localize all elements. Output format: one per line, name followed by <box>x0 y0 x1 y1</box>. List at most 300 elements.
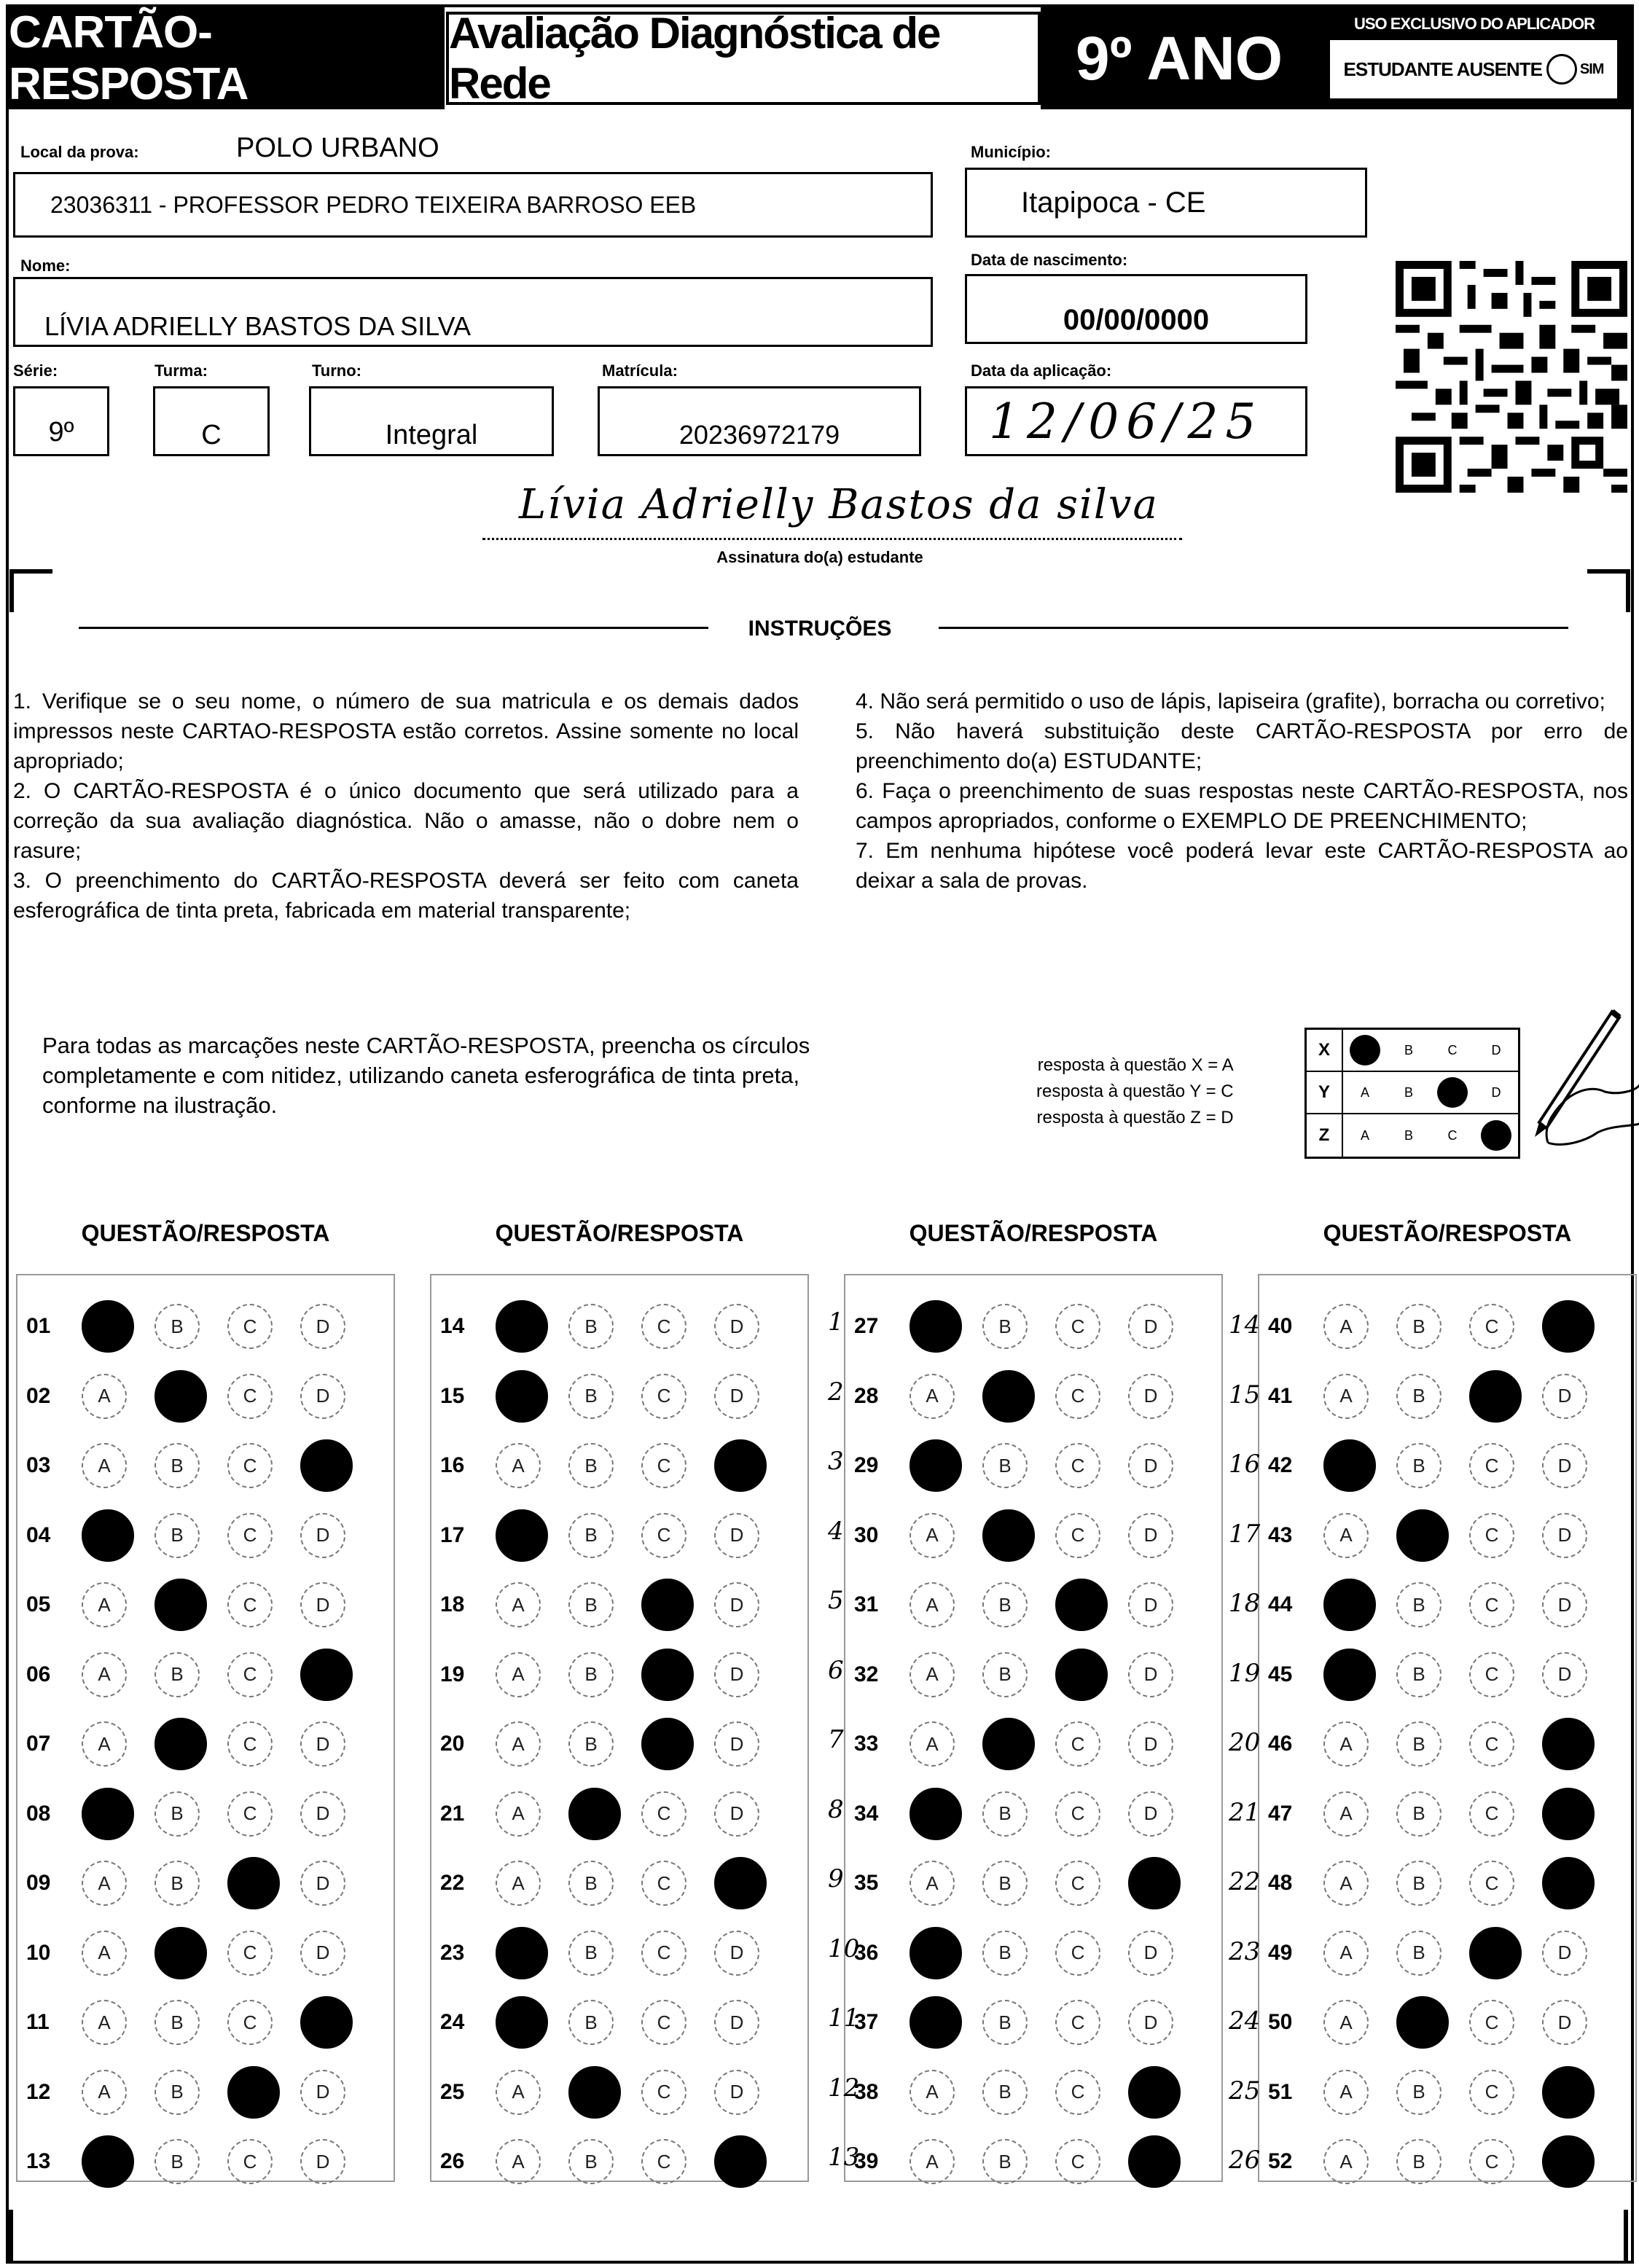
margin-note: 5 <box>828 1586 844 1615</box>
answer-bubble[interactable]: A <box>82 1861 127 1906</box>
answer-bubble[interactable]: C <box>1469 1304 1514 1349</box>
answer-bubble[interactable]: B <box>1396 1652 1442 1697</box>
margin-note: 22 <box>1229 1867 1261 1896</box>
answer-bubble[interactable]: C <box>1055 1791 1100 1837</box>
answer-bubble[interactable]: C <box>641 2139 686 2184</box>
absent-option: SIM <box>1579 60 1604 77</box>
answer-bubble[interactable]: C <box>1055 2139 1100 2184</box>
answer-bubble[interactable]: A <box>910 1652 955 1697</box>
answer-bubble[interactable]: C <box>227 2000 273 2045</box>
question-row <box>844 1722 1201 1766</box>
question-row <box>1258 1792 1615 1836</box>
answer-bubble-filled[interactable] <box>1542 1300 1595 1353</box>
question-row <box>16 1514 373 1557</box>
answer-bubble[interactable]: C <box>1469 1652 1514 1697</box>
question-number: 47 <box>1268 1801 1293 1826</box>
question-row <box>430 1583 787 1627</box>
answer-bubble[interactable]: A <box>1323 1931 1369 1976</box>
question-row <box>844 1931 1201 1975</box>
answer-bubble[interactable]: D <box>1128 1791 1173 1837</box>
answer-bubble[interactable]: C <box>1055 1931 1100 1976</box>
question-number: 37 <box>854 2010 879 2034</box>
municipio-field <box>965 168 1367 238</box>
answer-bubble[interactable]: A <box>910 1861 955 1906</box>
question-row <box>430 2140 787 2183</box>
answer-bubble[interactable]: D <box>1128 2000 1173 2045</box>
answer-bubble[interactable]: B <box>154 1791 200 1837</box>
student-signature: Lívia Adrielly Bastos da silva <box>519 481 1159 528</box>
question-row <box>430 1931 787 1975</box>
answer-bubble[interactable]: B <box>568 1931 614 1976</box>
answer-bubble[interactable]: D <box>1542 1582 1587 1627</box>
answer-bubble[interactable]: D <box>1128 1931 1173 1976</box>
answer-bubble[interactable]: A <box>82 2000 127 2045</box>
absent-bubble[interactable] <box>1546 54 1577 85</box>
answer-bubble[interactable]: D <box>300 1374 345 1419</box>
question-number: 36 <box>854 1940 879 1965</box>
answer-bubble[interactable]: B <box>568 1721 614 1767</box>
answer-bubble[interactable]: A <box>1323 1304 1369 1349</box>
answer-bubble[interactable]: A <box>496 2139 541 2184</box>
answer-bubble-filled[interactable] <box>982 1509 1035 1562</box>
answer-bubble[interactable]: D <box>300 1721 345 1767</box>
question-number: 40 <box>1268 1314 1293 1338</box>
question-row <box>844 2070 1201 2114</box>
margin-note: 14 <box>1229 1310 1261 1340</box>
example-bubble: B <box>1404 1127 1413 1143</box>
answer-bubble-filled[interactable] <box>1542 2135 1595 2188</box>
answer-bubble[interactable]: C <box>1469 1582 1514 1627</box>
instruction-7: 7. Em nenhuma hipótese você poderá levar este CARTÃO-RESPOSTA ao deixar a sala de provas. <box>856 839 1628 893</box>
answer-bubble-filled[interactable] <box>496 1927 548 1979</box>
answer-bubble[interactable]: A <box>910 1582 955 1627</box>
question-row <box>430 1792 787 1836</box>
question-number: 52 <box>1268 2149 1293 2173</box>
answer-bubble[interactable]: B <box>568 1304 614 1349</box>
answer-bubble-filled[interactable] <box>1542 1718 1595 1770</box>
question-number: 20 <box>440 1732 465 1756</box>
answer-bubble-filled[interactable] <box>496 1509 548 1562</box>
answer-bubble[interactable]: B <box>568 2000 614 2045</box>
margin-note: 4 <box>828 1516 844 1546</box>
answer-bubble-filled[interactable] <box>1323 1579 1376 1631</box>
question-number: 51 <box>1268 2079 1293 2104</box>
answer-bubble[interactable]: B <box>568 1582 614 1627</box>
answer-bubble-filled[interactable] <box>154 1927 207 1979</box>
answer-bubble[interactable]: B <box>982 1443 1028 1488</box>
answer-bubble-filled[interactable] <box>227 2066 280 2119</box>
answer-bubble[interactable]: D <box>1128 1443 1173 1488</box>
answer-bubble[interactable]: C <box>641 1513 686 1558</box>
answer-bubble[interactable]: A <box>910 2139 955 2184</box>
question-row <box>430 1653 787 1697</box>
question-number: 30 <box>854 1522 879 1547</box>
answer-bubble[interactable]: A <box>82 2070 127 2115</box>
answer-bubble[interactable]: C <box>227 2139 273 2184</box>
answer-bubble[interactable]: C <box>1055 1443 1100 1488</box>
answer-bubble[interactable]: D <box>1128 1652 1173 1697</box>
answer-bubble[interactable]: D <box>714 1374 759 1419</box>
answer-bubble[interactable]: D <box>1542 1513 1587 1558</box>
answer-bubble[interactable]: C <box>1469 2070 1514 2115</box>
serie-label: Série: <box>13 361 58 380</box>
question-number: 41 <box>1268 1383 1293 1408</box>
answer-bubble-filled[interactable] <box>82 2135 134 2188</box>
answer-bubble[interactable]: A <box>496 1582 541 1627</box>
example-bubble: A <box>1360 1084 1369 1100</box>
answer-bubble[interactable]: A <box>82 1931 127 1976</box>
answer-bubble[interactable]: A <box>910 1721 955 1767</box>
instructions-left <box>13 687 799 926</box>
answer-bubble[interactable]: A <box>82 1374 127 1419</box>
answer-bubble[interactable]: D <box>714 1721 759 1767</box>
answer-bubble-filled[interactable] <box>1542 1788 1595 1840</box>
answer-bubble[interactable]: C <box>1055 2000 1100 2045</box>
answer-bubble[interactable]: B <box>568 1652 614 1697</box>
answer-bubble[interactable]: A <box>496 1443 541 1488</box>
answer-bubble[interactable]: B <box>1396 2070 1442 2115</box>
answer-bubble[interactable]: C <box>1055 1304 1100 1349</box>
question-row <box>430 2070 787 2114</box>
corner-mark-tl <box>9 568 52 612</box>
answer-bubble[interactable]: B <box>154 2000 200 2045</box>
answer-bubble[interactable]: C <box>641 2070 686 2115</box>
answer-bubble[interactable]: A <box>1323 1861 1369 1906</box>
answer-bubble-filled[interactable] <box>300 1439 353 1492</box>
answer-bubble[interactable]: D <box>1542 2000 1587 2045</box>
school-value: 23036311 - PROFESSOR PEDRO TEIXEIRA BARROSO EEB <box>50 191 697 218</box>
answer-bubble-filled[interactable] <box>568 1788 621 1840</box>
answer-bubble[interactable]: A <box>496 1791 541 1837</box>
answer-bubble[interactable]: B <box>1396 1582 1442 1627</box>
answer-bubble-filled[interactable] <box>1542 1857 1595 1909</box>
answer-bubble[interactable]: B <box>154 2070 200 2115</box>
answer-bubble[interactable]: A <box>82 1582 127 1627</box>
answer-bubble[interactable]: B <box>1396 2139 1442 2184</box>
answer-bubble-filled[interactable] <box>714 1857 767 1909</box>
answer-bubble[interactable]: B <box>154 1304 200 1349</box>
signature-label: Assinatura do(a) estudante <box>716 548 923 566</box>
turma-label: Turma: <box>154 361 208 380</box>
answer-bubble[interactable]: B <box>154 1513 200 1558</box>
answer-bubble-filled[interactable] <box>910 1996 962 2049</box>
answer-bubble[interactable]: B <box>982 1931 1028 1976</box>
answer-bubble-filled[interactable] <box>641 1649 694 1701</box>
answer-bubble[interactable]: D <box>714 1791 759 1837</box>
answer-bubble[interactable]: C <box>1469 1861 1514 1906</box>
answer-bubble[interactable]: A <box>496 1652 541 1697</box>
answer-bubble[interactable]: B <box>1396 1791 1442 1837</box>
example-bubble: D <box>1491 1084 1501 1100</box>
question-row <box>844 1653 1201 1697</box>
answer-bubble-filled[interactable] <box>1396 1996 1449 2049</box>
aplicacao-field <box>965 386 1307 456</box>
answer-bubble[interactable]: C <box>227 1791 273 1837</box>
answer-bubble-filled[interactable] <box>1396 1509 1449 1562</box>
question-number: 08 <box>26 1801 51 1826</box>
answer-bubble[interactable]: C <box>641 1304 686 1349</box>
answer-bubble[interactable]: B <box>568 1374 614 1419</box>
answer-bubble[interactable]: A <box>1323 1374 1369 1419</box>
answer-bubble-filled[interactable] <box>1128 2066 1181 2119</box>
answer-bubble[interactable]: A <box>496 1721 541 1767</box>
answer-bubble[interactable]: B <box>982 1582 1028 1627</box>
answer-bubble-filled[interactable] <box>714 1439 767 1492</box>
question-row <box>16 1375 373 1418</box>
answer-bubble[interactable]: D <box>300 1582 345 1627</box>
example-bubble: D <box>1491 1042 1501 1057</box>
answer-bubble[interactable]: C <box>641 1861 686 1906</box>
answer-bubble[interactable]: C <box>641 1443 686 1488</box>
answer-bubble[interactable]: D <box>714 1582 759 1627</box>
answer-bubble[interactable]: D <box>714 2070 759 2115</box>
answer-bubble[interactable]: B <box>1396 1443 1442 1488</box>
answer-bubble[interactable]: C <box>641 1931 686 1976</box>
answer-bubble[interactable]: A <box>1323 2139 1369 2184</box>
answer-bubble[interactable]: C <box>1055 2070 1100 2115</box>
column-title: QUESTÃO/RESPOSTA <box>909 1220 1158 1246</box>
answer-bubble-filled[interactable] <box>1128 2135 1181 2188</box>
question-number: 24 <box>440 2010 465 2034</box>
pen-illustration <box>1503 1004 1639 1165</box>
answer-bubble[interactable]: D <box>714 1652 759 1697</box>
example-row-key: X <box>1307 1030 1343 1071</box>
answer-bubble[interactable]: A <box>1323 1721 1369 1767</box>
answer-bubble-filled[interactable] <box>641 1579 694 1631</box>
answer-bubble[interactable]: D <box>300 1931 345 1976</box>
question-number: 39 <box>854 2149 879 2173</box>
answer-bubble[interactable]: C <box>1469 2139 1514 2184</box>
answer-bubble-filled[interactable] <box>910 1788 962 1840</box>
example-row <box>1307 1114 1518 1157</box>
corner-mark-tr <box>1587 568 1631 612</box>
answer-bubble[interactable]: D <box>1128 1374 1173 1419</box>
answer-bubble[interactable]: A <box>910 1374 955 1419</box>
answer-bubble[interactable]: D <box>300 1861 345 1906</box>
question-number: 43 <box>1268 1522 1293 1547</box>
answer-bubble-filled[interactable] <box>1469 1370 1522 1423</box>
answer-bubble-filled[interactable] <box>496 1300 548 1353</box>
nome-label: Nome: <box>20 257 71 275</box>
answer-bubble-filled[interactable] <box>496 1996 548 2049</box>
question-row <box>844 1375 1201 1418</box>
answer-bubble-filled[interactable] <box>154 1370 207 1423</box>
answer-bubble[interactable]: B <box>154 1443 200 1488</box>
margin-note: 9 <box>828 1864 844 1893</box>
answer-bubble[interactable]: A <box>82 1652 127 1697</box>
answer-bubble[interactable]: B <box>982 2139 1028 2184</box>
answer-bubble[interactable]: A <box>496 1861 541 1906</box>
answer-bubble[interactable]: B <box>982 1791 1028 1837</box>
question-row <box>16 2140 373 2183</box>
matricula-field <box>598 386 921 456</box>
answer-bubble[interactable]: B <box>154 2139 200 2184</box>
answer-bubble[interactable]: B <box>982 1304 1028 1349</box>
question-row <box>430 2001 787 2044</box>
answer-bubble[interactable]: A <box>1323 1791 1369 1837</box>
answer-bubble[interactable]: D <box>1542 1931 1587 1976</box>
question-number: 26 <box>440 2149 465 2173</box>
answer-bubble[interactable]: D <box>714 1304 759 1349</box>
answer-bubble-filled[interactable] <box>1323 1649 1376 1701</box>
answer-bubble[interactable]: A <box>910 2070 955 2115</box>
answer-bubble-filled[interactable] <box>227 1857 280 1909</box>
answer-bubble-filled[interactable] <box>82 1788 134 1840</box>
answer-bubble[interactable]: A <box>82 1721 127 1767</box>
answer-bubble-filled[interactable] <box>82 1509 134 1562</box>
answer-bubble-filled[interactable] <box>1542 2066 1595 2119</box>
question-row <box>844 1514 1201 1557</box>
answer-bubble[interactable]: C <box>641 1374 686 1419</box>
corner-mark-bl <box>9 2210 13 2261</box>
answer-bubble[interactable]: B <box>568 1861 614 1906</box>
answer-bubble-filled[interactable] <box>714 2135 767 2188</box>
question-number: 29 <box>854 1453 879 1477</box>
column-title: QUESTÃO/RESPOSTA <box>495 1220 744 1246</box>
answer-bubble-filled[interactable] <box>154 1718 207 1770</box>
question-row <box>844 1444 1201 1487</box>
instruction-6: 6. Faça o preenchimento de suas respostas neste CARTÃO-RESPOSTA, nos campos apropriados, conforme o EXEMPLO DE PREENCHIMENTO; <box>856 779 1628 833</box>
local-label: Local da prova: <box>20 143 139 161</box>
answer-bubble-filled[interactable] <box>1055 1649 1108 1701</box>
answer-bubble-filled[interactable] <box>1323 1439 1376 1492</box>
margin-note: 20 <box>1229 1728 1261 1757</box>
answer-bubble[interactable]: B <box>1396 1374 1442 1419</box>
answer-bubble[interactable]: A <box>910 1513 955 1558</box>
question-number: 35 <box>854 1871 879 1895</box>
instruction-2: 2. O CARTÃO-RESPOSTA é o único documento que será utilizado para a correção da sua avaliação diagnóstica. Não o amasse, não o dobre nem o rasure; <box>13 779 799 863</box>
question-number: 48 <box>1268 1871 1293 1895</box>
answer-bubble-filled[interactable] <box>910 1927 962 1979</box>
answer-bubble[interactable]: B <box>568 2139 614 2184</box>
question-row <box>16 1931 373 1975</box>
answer-bubble-filled[interactable] <box>641 1718 694 1770</box>
question-number: 21 <box>440 1801 465 1826</box>
answer-bubble[interactable]: C <box>1055 1721 1100 1767</box>
answer-bubble[interactable]: D <box>1128 1721 1173 1767</box>
answer-bubble[interactable]: D <box>1542 1443 1587 1488</box>
question-number: 18 <box>440 1592 465 1616</box>
answer-bubble[interactable]: B <box>1396 1931 1442 1976</box>
answer-bubble[interactable]: D <box>1542 1652 1587 1697</box>
answer-bubble-filled[interactable] <box>1128 1857 1181 1909</box>
answer-bubble[interactable]: C <box>1055 1374 1100 1419</box>
example-bubble-filled <box>1343 1035 1387 1065</box>
answer-bubble[interactable]: D <box>1128 1582 1173 1627</box>
answer-bubble[interactable]: B <box>982 2000 1028 2045</box>
answer-bubble[interactable]: D <box>714 1931 759 1976</box>
answer-bubble[interactable]: C <box>227 1582 273 1627</box>
answer-bubble-filled[interactable] <box>910 1439 962 1492</box>
question-row <box>16 1305 373 1348</box>
answer-bubble[interactable]: C <box>1469 1443 1514 1488</box>
question-number: 09 <box>26 1871 51 1895</box>
answer-bubble[interactable]: D <box>1128 1304 1173 1349</box>
answer-bubble[interactable]: C <box>641 2000 686 2045</box>
answer-bubble[interactable]: D <box>714 1513 759 1558</box>
answer-bubble[interactable]: A <box>496 2070 541 2115</box>
aplicacao-value: 12/06/25 <box>989 393 1264 450</box>
answer-bubble-filled[interactable] <box>910 1300 962 1353</box>
answer-bubble[interactable]: C <box>227 1374 273 1419</box>
answer-bubble[interactable]: D <box>300 2070 345 2115</box>
answer-bubble[interactable]: D <box>300 1304 345 1349</box>
answer-bubble-filled[interactable] <box>982 1370 1035 1423</box>
column-title: QUESTÃO/RESPOSTA <box>1323 1220 1572 1246</box>
answer-bubble[interactable]: A <box>82 1443 127 1488</box>
answer-bubble-filled[interactable] <box>568 2066 621 2119</box>
answer-bubble-filled[interactable] <box>154 1579 207 1631</box>
answer-bubble[interactable]: D <box>300 1791 345 1837</box>
answer-bubble[interactable]: A <box>1323 2000 1369 2045</box>
municipio-label: Município: <box>971 143 1051 161</box>
answer-bubble[interactable]: B <box>154 1652 200 1697</box>
answer-bubble-filled[interactable] <box>300 1649 353 1701</box>
question-number: 34 <box>854 1801 879 1826</box>
answer-bubble-filled[interactable] <box>496 1370 548 1423</box>
answer-bubble[interactable]: D <box>300 2139 345 2184</box>
answer-bubble[interactable]: D <box>1128 1513 1173 1558</box>
answer-bubble[interactable]: C <box>1469 1791 1514 1837</box>
answer-bubble[interactable]: B <box>1396 1721 1442 1767</box>
answer-bubble[interactable]: C <box>1055 1861 1100 1906</box>
answer-bubble-filled[interactable] <box>1055 1579 1108 1631</box>
answer-bubble[interactable]: D <box>1542 1374 1587 1419</box>
answer-bubble[interactable]: B <box>154 1861 200 1906</box>
answer-bubble[interactable]: C <box>641 1791 686 1837</box>
answer-bubble[interactable]: D <box>300 1513 345 1558</box>
question-number: 28 <box>854 1383 879 1408</box>
answer-bubble[interactable]: D <box>714 2000 759 2045</box>
answer-bubble[interactable]: C <box>227 1931 273 1976</box>
answer-bubble[interactable]: C <box>227 1304 273 1349</box>
answer-bubble[interactable]: C <box>227 1513 273 1558</box>
question-number: 04 <box>26 1522 51 1547</box>
fill-note: Para todas as marcações neste CARTÃO-RESPOSTA, preencha os círculos completamente e com nitidez, utilizando caneta esferográfica de tinta preta, conforme na ilustração. <box>42 1033 810 1118</box>
answer-bubble[interactable]: B <box>1396 1304 1442 1349</box>
answer-bubble[interactable]: A <box>1323 1513 1369 1558</box>
answer-bubble-filled[interactable] <box>300 1996 353 2049</box>
instruction-5: 5. Não haverá substituição deste CARTÃO-RESPOSTA por erro de preenchimento do(a) ESTUDANTE; <box>856 719 1628 773</box>
example-bubble: C <box>1447 1127 1458 1143</box>
answer-bubble-filled[interactable] <box>82 1300 134 1353</box>
answer-bubble-filled[interactable] <box>982 1718 1035 1770</box>
answer-bubble[interactable]: B <box>568 1443 614 1488</box>
instructions-title: INSTRUÇÕES <box>748 617 892 641</box>
margin-note: 10 <box>828 1933 860 1963</box>
question-row <box>1258 1375 1615 1418</box>
question-row <box>16 1792 373 1836</box>
answer-bubble[interactable]: C <box>227 1721 273 1767</box>
answer-bubble[interactable]: C <box>1469 1721 1514 1767</box>
answer-bubble[interactable]: A <box>1323 2070 1369 2115</box>
answer-bubble[interactable]: C <box>1055 1513 1100 1558</box>
answer-bubble[interactable]: B <box>982 1652 1028 1697</box>
answer-bubble[interactable]: C <box>1469 1513 1514 1558</box>
answer-bubble[interactable]: B <box>982 2070 1028 2115</box>
answer-bubble[interactable]: C <box>1469 2000 1514 2045</box>
question-number: 15 <box>440 1383 465 1408</box>
margin-note: 2 <box>828 1377 844 1407</box>
answer-bubble[interactable]: B <box>568 1513 614 1558</box>
applicator-section <box>1318 7 1631 109</box>
answer-bubble[interactable]: B <box>1396 1861 1442 1906</box>
answer-bubble[interactable]: B <box>982 1861 1028 1906</box>
question-number: 07 <box>26 1732 51 1756</box>
answer-bubble-filled[interactable] <box>1469 1927 1522 1979</box>
answer-bubble[interactable]: C <box>227 1443 273 1488</box>
answer-bubble[interactable]: C <box>227 1652 273 1697</box>
